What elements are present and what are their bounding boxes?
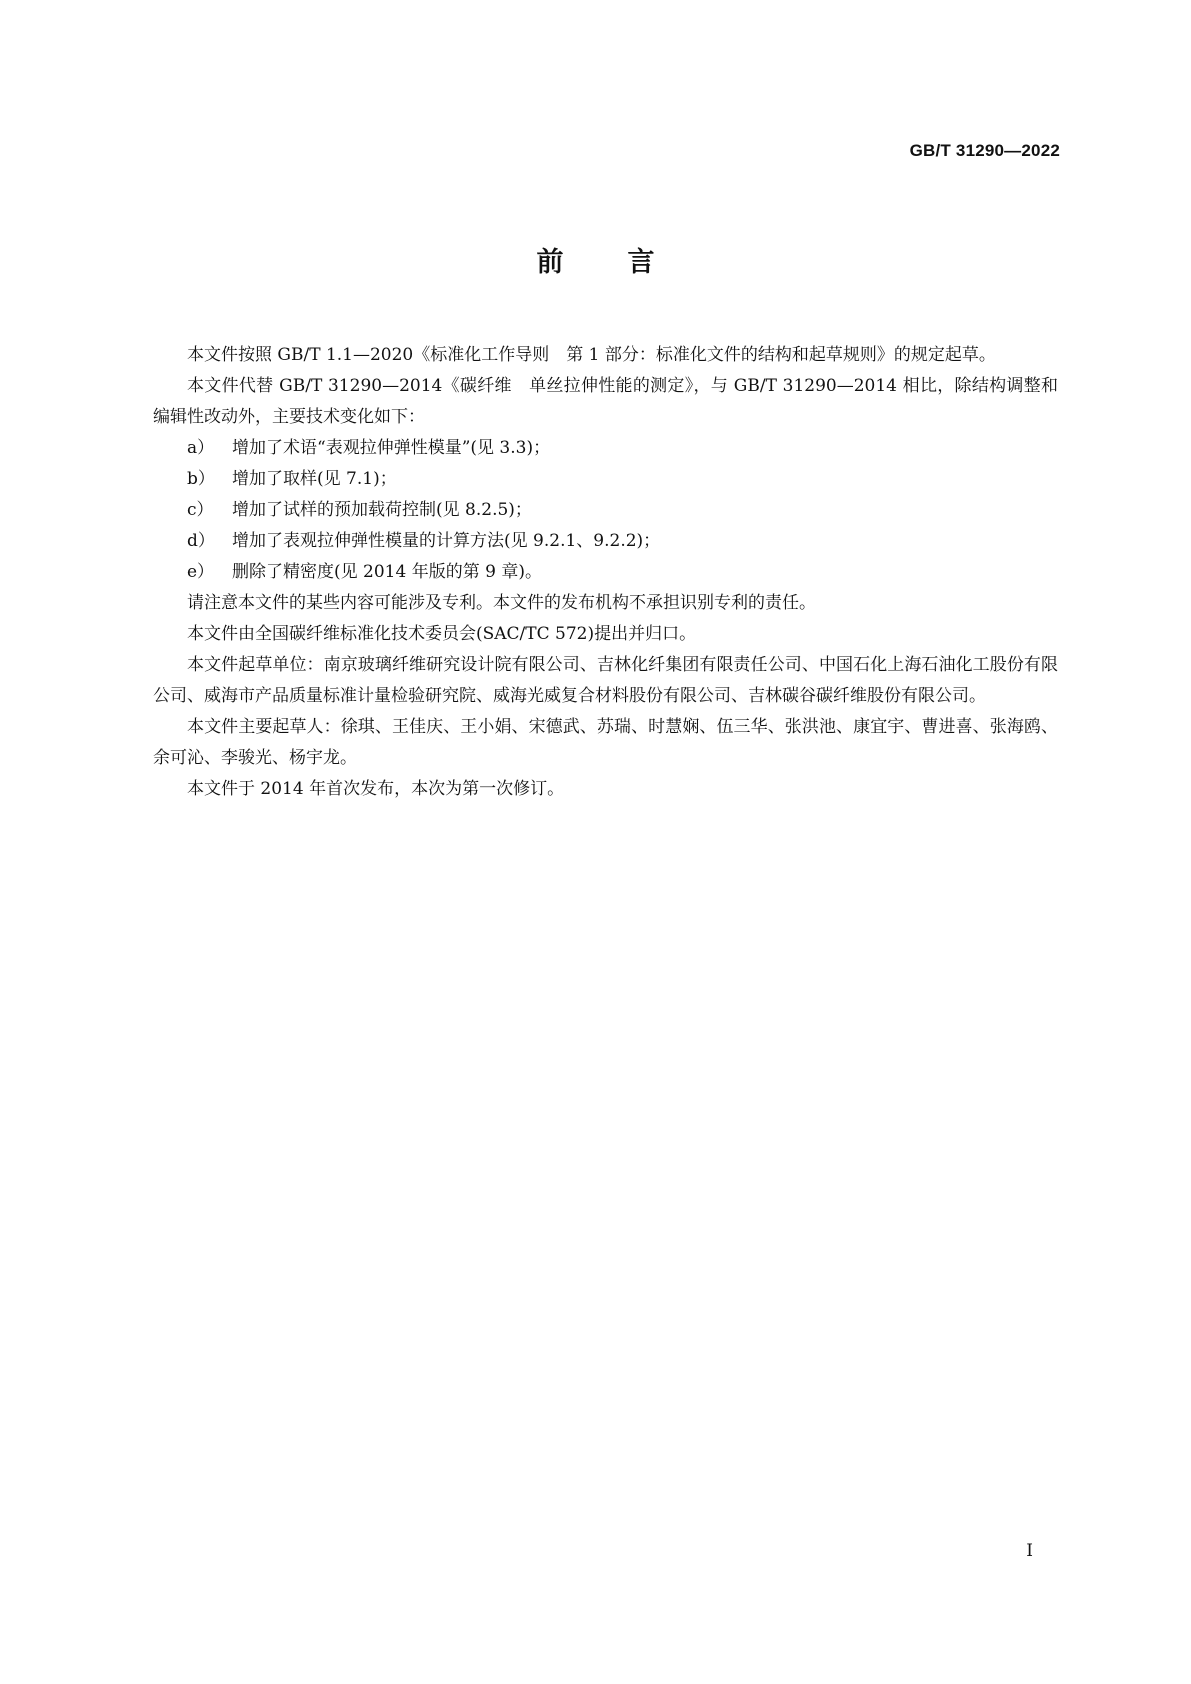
list-item-text: 增加了表观拉伸弹性模量的计算方法(见 9.2.1、9.2.2)； xyxy=(232,531,661,551)
list-item xyxy=(153,526,1058,557)
paragraph-proposer: 本文件由全国碳纤维标准化技术委员会(SAC/TC 572)提出并归口。 xyxy=(187,624,697,644)
list-item-text: 增加了术语“表观拉伸弹性模量”(见 3.3)； xyxy=(232,438,551,458)
list-item xyxy=(153,557,1058,588)
list-item-text: 增加了试样的预加载荷控制(见 8.2.5)； xyxy=(232,500,532,520)
list-item-label: c） xyxy=(187,500,214,520)
paragraph-drafting-rules: 本文件按照 GB/T 1.1—2020《标准化工作导则 第 1 部分：标准化文件的结构和起草规则》的规定起草。 xyxy=(187,345,996,365)
list-item-text: 增加了取样(见 7.1)； xyxy=(232,469,397,489)
list-item xyxy=(153,495,1058,526)
foreword-body xyxy=(153,340,1058,805)
paragraph-replacement: 本文件代替 GB/T 31290—2014《碳纤维 单丝拉伸性能的测定》，与 GB/T 31290—2014 相比，除结构调整和编辑性改动外，主要技术变化如下： xyxy=(153,376,1058,427)
list-item-label: e） xyxy=(187,562,215,582)
standard-code: GB/T 31290—2022 xyxy=(909,141,1060,160)
list-item-label: d） xyxy=(187,531,215,551)
list-item-label: a） xyxy=(187,438,215,458)
list-item-label: b） xyxy=(187,469,215,489)
paragraph-drafting-units: 本文件起草单位：南京玻璃纤维研究设计院有限公司、吉林化纤集团有限责任公司、中国石化上海石油化工股份有限公司、威海市产品质量标准计量检验研究院、威海光威复合材料股份有限公司、吉林碳谷碳纤维股份有限公司。 xyxy=(153,655,1058,706)
list-item xyxy=(153,433,1058,464)
paragraph-drafters: 本文件主要起草人：徐琪、王佳庆、王小娟、宋德武、苏瑞、时慧娴、伍三华、张洪池、康宜宇、曹进喜、张海鸥、余可沁、李骏光、杨宇龙。 xyxy=(153,717,1058,768)
page-title: 前言 xyxy=(536,247,719,278)
paragraph-patent-notice: 请注意本文件的某些内容可能涉及专利。本文件的发布机构不承担识别专利的责任。 xyxy=(187,593,816,613)
list-item xyxy=(153,464,1058,495)
page-number: I xyxy=(1026,1541,1033,1561)
paragraph-revision-history: 本文件于 2014 年首次发布，本次为第一次修订。 xyxy=(187,779,565,799)
list-item-text: 删除了精密度(见 2014 年版的第 9 章)。 xyxy=(232,562,542,582)
